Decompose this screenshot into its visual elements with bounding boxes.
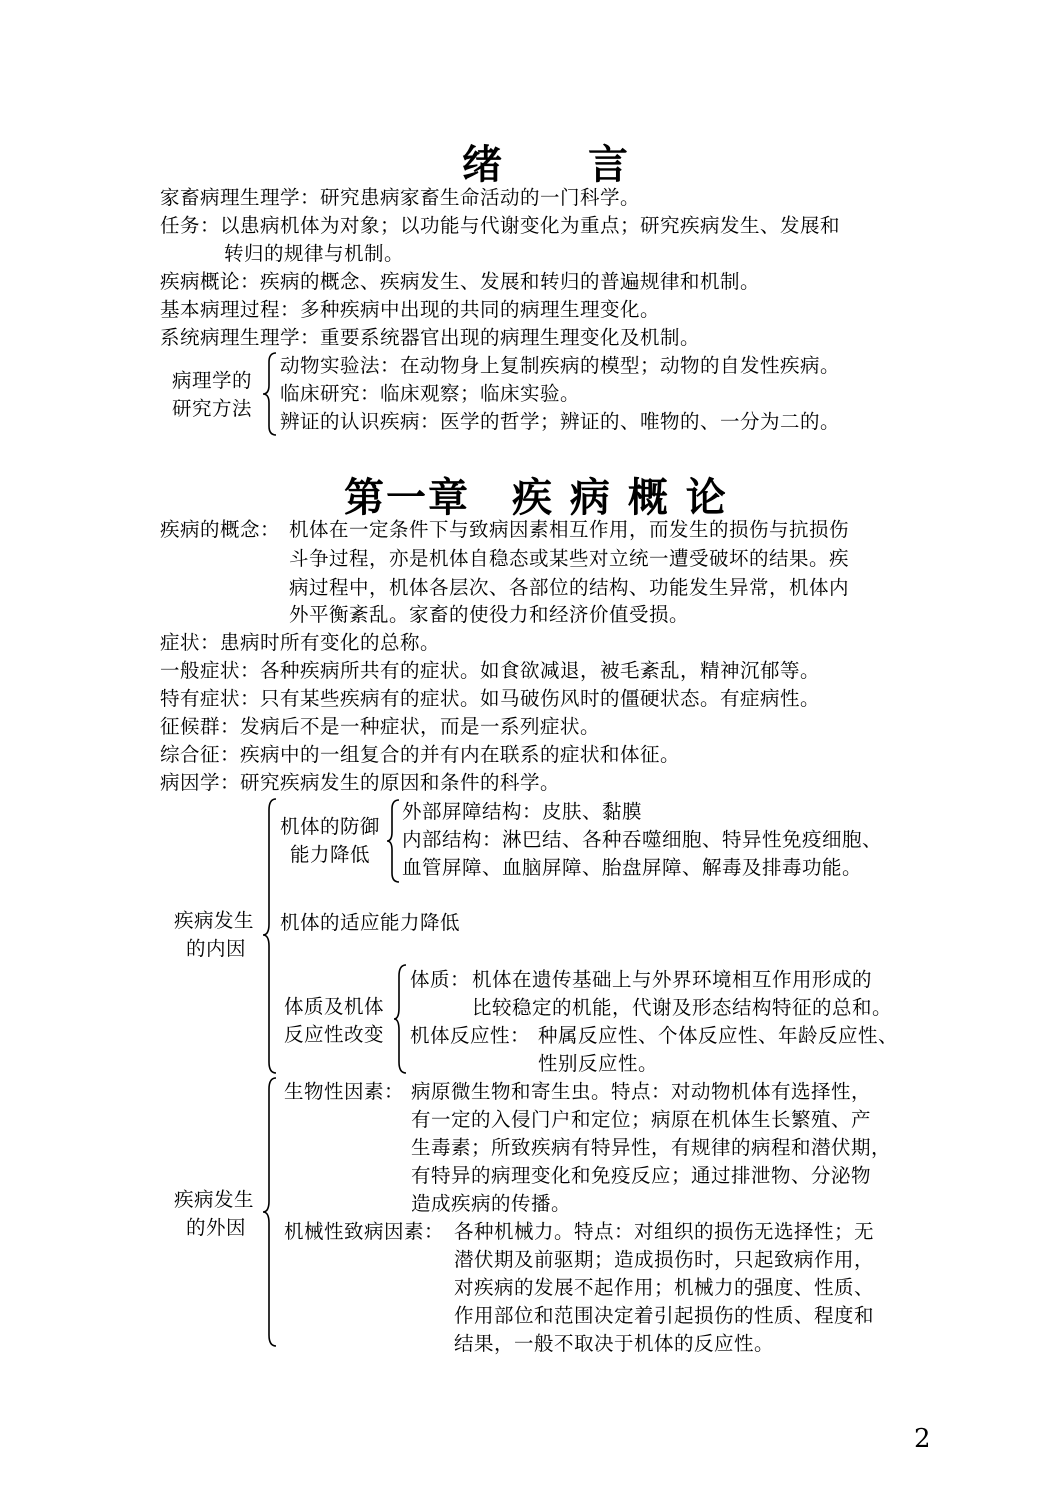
constitution-reactivity-label: 机体反应性： <box>410 1024 531 1047</box>
intro-line-definition: 家畜病理生理学：研究患病家畜生命活动的一门科学。 <box>160 186 641 209</box>
external-cause-label-2: 的外因 <box>186 1216 247 1239</box>
constitution-tizhi-line-2: 比较稳定的机能，代谢及形态结构特征的总和。 <box>472 996 893 1019</box>
methods-item-dialectic: 辨证的认识疾病：医学的哲学；辨证的、唯物的、一分为二的。 <box>280 410 841 433</box>
defense-brace <box>386 799 402 883</box>
mech-factor-line-3: 对疾病的发展不起作用；机械力的强度、性质、 <box>454 1276 875 1299</box>
external-cause-brace <box>262 1077 280 1347</box>
bio-factor-line-5: 造成疾病的传播。 <box>411 1192 572 1215</box>
constitution-label-2: 反应性改变 <box>284 1023 385 1046</box>
constitution-tizhi-label: 体质： <box>410 968 471 991</box>
defense-internal-structure: 内部结构：淋巴结、各种吞噬细胞、特异性免疫细胞、 <box>402 828 883 851</box>
chapter1-title: 第一章 疾 病 概 论 <box>344 475 728 521</box>
methods-brace <box>262 352 280 436</box>
defense-external-barrier: 外部屏障结构：皮肤、黏膜 <box>402 800 643 823</box>
intro-line-disease-overview: 疾病概论：疾病的概念、疾病发生、发展和转归的普遍规律和机制。 <box>160 270 761 293</box>
constitution-reactivity-line-2: 性别反应性。 <box>538 1052 659 1075</box>
mech-factor-line-2: 潜伏期及前驱期；造成损伤时，只起致病作用， <box>454 1248 875 1271</box>
constitution-label-1: 体质及机体 <box>284 995 385 1018</box>
general-symptom-line: 一般症状：各种疾病所共有的症状。如食欲减退，被毛紊乱，精神沉郁等。 <box>160 659 821 682</box>
mech-factor-line-4: 作用部位和范围决定着引起损伤的性质、程度和 <box>454 1304 875 1327</box>
bio-factor-label: 生物性因素： <box>284 1080 405 1103</box>
concept-line-1: 机体在一定条件下与致病因素相互作用，而发生的损伤与抗损伤 <box>289 518 850 541</box>
mech-factor-line-1: 各种机械力。特点：对组织的损伤无选择性；无 <box>454 1220 875 1243</box>
constitution-brace <box>393 964 409 1074</box>
defense-label-1: 机体的防御 <box>280 815 381 838</box>
methods-item-animal: 动物实验法：在动物身上复制疾病的模型；动物的自发性疾病。 <box>280 354 841 377</box>
concept-line-3: 病过程中，机体各层次、各部位的结构、功能发生异常，机体内 <box>289 576 850 599</box>
constitution-reactivity-line-1: 种属反应性、个体反应性、年龄反应性、 <box>538 1024 899 1047</box>
symptom-line: 症状：患病时所有变化的总称。 <box>160 631 441 654</box>
syndrome-line: 综合征：疾病中的一组复合的并有内在联系的症状和体征。 <box>160 743 681 766</box>
bio-factor-line-3: 生毒素；所致疾病有特异性，有规律的病程和潜伏期， <box>411 1136 892 1159</box>
methods-label-1: 病理学的 <box>172 369 253 392</box>
intro-line-task-cont: 转归的规律与机制。 <box>224 242 405 265</box>
intro-line-system: 系统病理生理学：重要系统器官出现的病理生理变化及机制。 <box>160 326 701 349</box>
internal-cause-label-1: 疾病发生 <box>174 909 255 932</box>
methods-item-clinical: 临床研究：临床观察；临床实验。 <box>280 382 581 405</box>
internal-cause-brace <box>262 798 280 1074</box>
defense-label-2: 能力降低 <box>290 843 371 866</box>
defense-barriers: 血管屏障、血脑屏障、胎盘屏障、解毒及排毒功能。 <box>402 856 863 879</box>
bio-factor-line-4: 有特异的病理变化和免疫反应；通过排泄物、分泌物 <box>411 1164 872 1187</box>
page-number: 2 <box>914 1424 931 1454</box>
intro-line-task: 任务：以患病机体为对象；以功能与代谢变化为重点；研究疾病发生、发展和 <box>160 214 841 237</box>
concept-label: 疾病的概念： <box>160 518 281 541</box>
intro-line-basic-process: 基本病理过程：多种疾病中出现的共同的病理生理变化。 <box>160 298 661 321</box>
etiology-line: 病因学：研究疾病发生的原因和条件的科学。 <box>160 771 561 794</box>
bio-factor-line-2: 有一定的入侵门户和定位；病原在机体生长繁殖、产 <box>411 1108 872 1131</box>
adaptation-line: 机体的适应能力降低 <box>280 911 461 934</box>
mech-factor-line-5: 结果，一般不取决于机体的反应性。 <box>454 1332 775 1355</box>
concept-line-4: 外平衡紊乱。家畜的使役力和经济价值受损。 <box>289 603 690 626</box>
internal-cause-label-2: 的内因 <box>186 937 247 960</box>
methods-label-2: 研究方法 <box>172 397 253 420</box>
mech-factor-label: 机械性致病因素： <box>284 1220 445 1243</box>
syndrome-group-line: 征候群：发病后不是一种症状，而是一系列症状。 <box>160 715 601 738</box>
concept-line-2: 斗争过程，亦是机体自稳态或某些对立统一遭受破坏的结果。疾 <box>289 547 850 570</box>
specific-symptom-line: 特有症状：只有某些疾病有的症状。如马破伤风时的僵硬状态。有症病性。 <box>160 687 821 710</box>
bio-factor-line-1: 病原微生物和寄生虫。特点：对动物机体有选择性， <box>411 1080 872 1103</box>
external-cause-label-1: 疾病发生 <box>174 1188 255 1211</box>
constitution-tizhi-line-1: 机体在遗传基础上与外界环境相互作用形成的 <box>472 968 873 991</box>
intro-title: 绪 言 <box>462 142 630 188</box>
